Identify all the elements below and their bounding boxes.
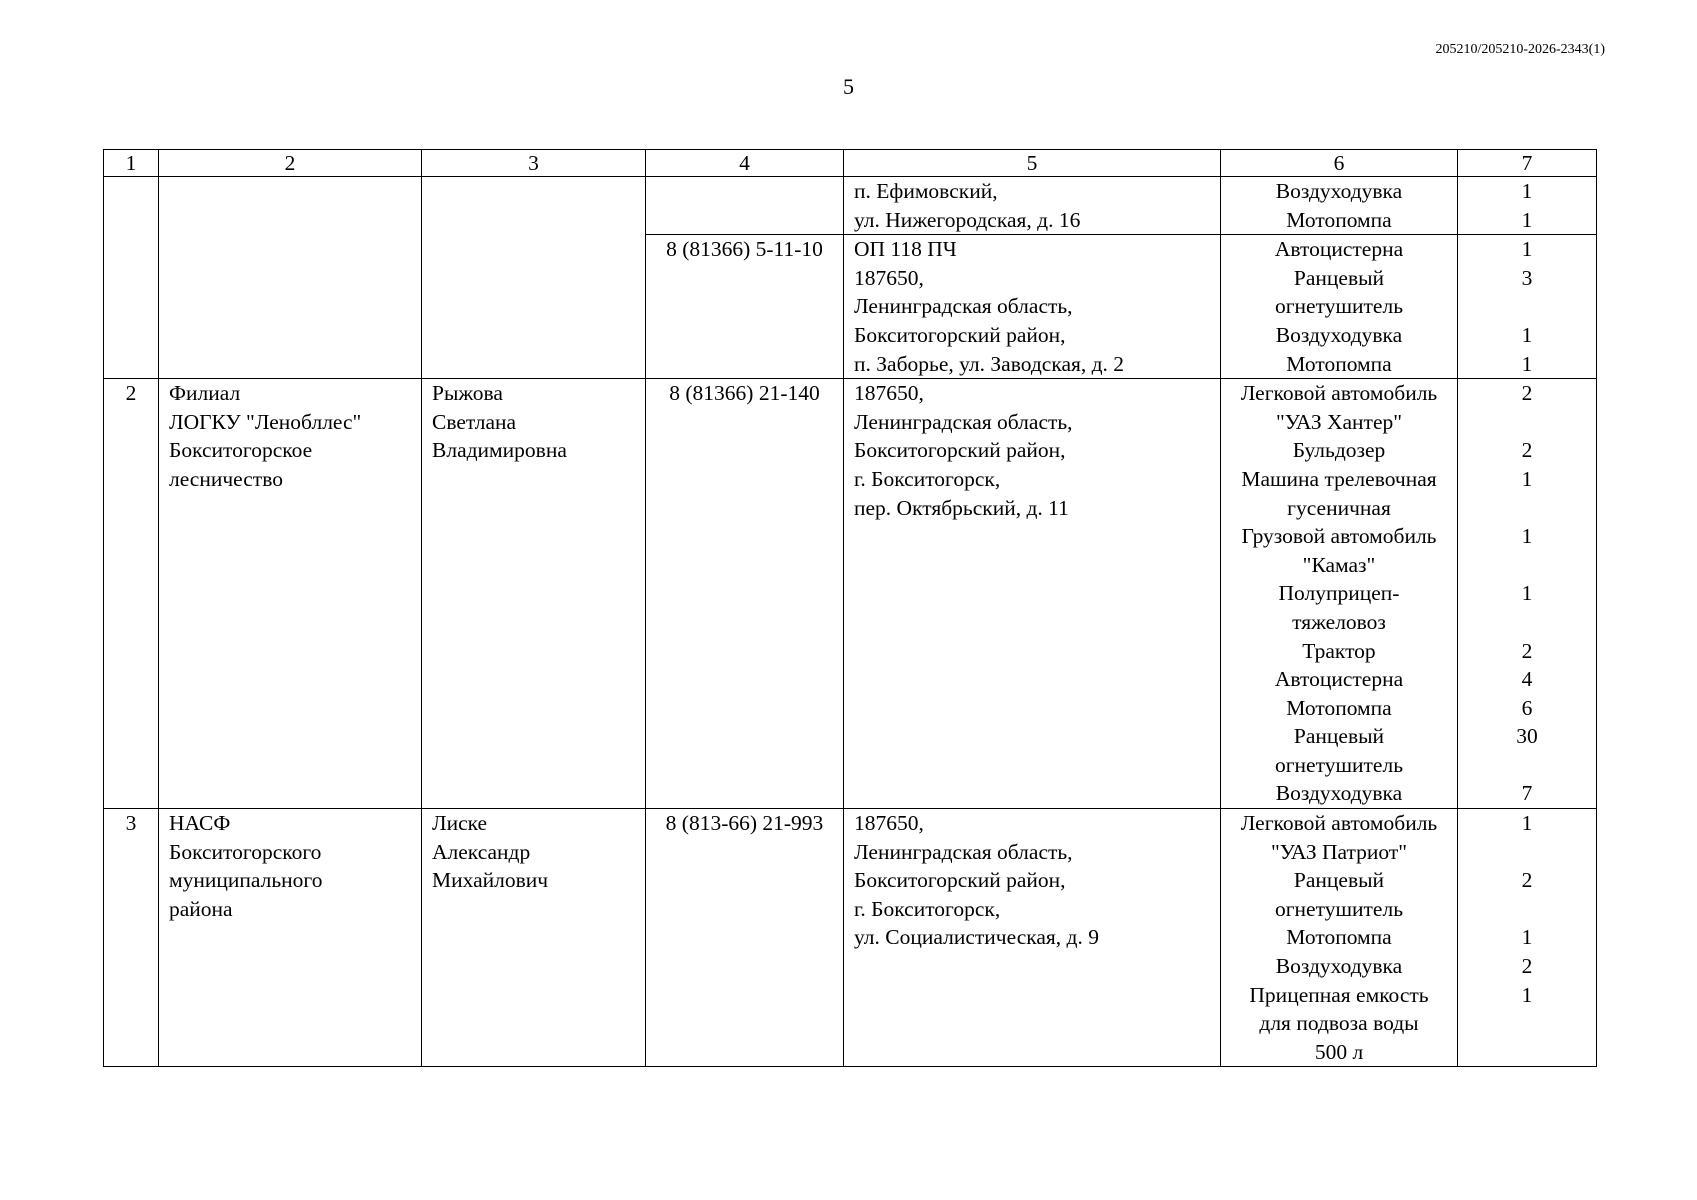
quantity-value: 1 — [1521, 581, 1533, 606]
col-header-7: 7 — [1458, 150, 1597, 177]
person-line: Александр — [432, 839, 531, 864]
quantity-value: 1 — [1521, 179, 1533, 203]
address-line: п. Заборье, ул. Заводская, д. 2 — [854, 351, 1125, 376]
quantity-value: 1 — [1521, 322, 1533, 347]
equipment-line: тяжеловоз — [1292, 609, 1386, 634]
cell-quantity — [1458, 235, 1597, 379]
address-line: 187650, — [854, 265, 924, 290]
cell-phone: 8 (813-66) 21-993 — [646, 809, 844, 1067]
equipment-line: Полуприцеп- — [1278, 581, 1400, 606]
equipment-line: Машина трелевочная — [1241, 466, 1437, 491]
quantity-value: 1 — [1521, 466, 1533, 491]
address-line: ул. Социалистическая, д. 9 — [854, 925, 1099, 950]
equipment-line: Воздуходувка — [1275, 179, 1403, 203]
quantity-value: 6 — [1521, 695, 1533, 720]
cell-org — [159, 809, 422, 1067]
cell-phone: 8 (81366) 21-140 — [646, 379, 844, 809]
equipment-line: Воздуходувка — [1275, 781, 1403, 806]
address-line: 187650, — [854, 811, 924, 836]
cell-quantity — [1458, 809, 1597, 1067]
quantity-value: 2 — [1521, 954, 1533, 979]
quantity-value: 1 — [1521, 351, 1533, 376]
cell-address — [844, 235, 1221, 379]
cell-address — [844, 379, 1221, 809]
equipment-line: "Камаз" — [1302, 552, 1376, 577]
page-number: 5 — [843, 74, 854, 99]
quantity-value: 30 — [1516, 724, 1538, 749]
person-line: Владимировна — [432, 438, 567, 463]
quantity-value — [1458, 494, 1596, 523]
equipment-line: Воздуходувка — [1275, 322, 1403, 347]
quantity-value — [1458, 608, 1596, 637]
equipment-line: Воздуходувка — [1275, 954, 1403, 979]
col-header-2: 2 — [159, 150, 422, 177]
person-line: Рыжова — [432, 381, 503, 406]
cell-phone — [646, 177, 844, 235]
address-line: г. Бокситогорск, — [854, 896, 1001, 921]
person-line: Лиске — [432, 811, 488, 836]
equipment-line: "УАЗ Хантер" — [1275, 409, 1403, 434]
equipment-line: Ранцевый — [1293, 265, 1385, 290]
cell-num: 3 — [104, 809, 159, 1067]
cell-person — [422, 177, 646, 379]
address-line: Ленинградская область, — [854, 294, 1073, 319]
equipment-line: Легковой автомобиль — [1240, 381, 1438, 406]
quantity-value: 1 — [1521, 925, 1533, 950]
cell-num — [104, 177, 159, 379]
cell-equipment — [1221, 177, 1458, 235]
org-line: района — [169, 896, 233, 921]
cell-num: 2 — [104, 379, 159, 809]
table-row — [104, 809, 1597, 1067]
quantity-value: 7 — [1521, 781, 1533, 806]
equipment-line: "УАЗ Патриот" — [1270, 839, 1408, 864]
equipment-line: Трактор — [1302, 638, 1376, 663]
address-line: ОП 118 ПЧ — [854, 237, 957, 262]
equipment-line: огнетушитель — [1274, 752, 1403, 777]
person-line: Светлана — [432, 409, 517, 434]
cell-phone: 8 (81366) 5-11-10 — [646, 235, 844, 379]
equipment-line: огнетушитель — [1274, 896, 1403, 921]
equipment-line: Автоцистерна — [1274, 237, 1404, 262]
equipment-line: Мотопомпа — [1286, 207, 1392, 232]
equipment-line: Бульдозер — [1292, 438, 1386, 463]
quantity-value — [1458, 292, 1596, 321]
org-line: ЛОГКУ "Ленобллес" — [169, 409, 362, 434]
quantity-value — [1458, 838, 1596, 867]
quantity-value: 2 — [1521, 638, 1533, 663]
org-line: НАСФ — [169, 811, 231, 836]
equipment-line: Прицепная емкость — [1249, 982, 1429, 1007]
equipment-line: для подвоза воды — [1259, 1011, 1419, 1036]
quantity-value: 1 — [1521, 524, 1533, 549]
address-line: Ленинградская область, — [854, 839, 1073, 864]
cell-equipment — [1221, 235, 1458, 379]
equipment-line: 500 л — [1314, 1039, 1364, 1064]
quantity-value: 1 — [1521, 207, 1533, 232]
col-header-6: 6 — [1221, 150, 1458, 177]
quantity-value: 2 — [1521, 381, 1533, 406]
org-line: Бокситогорское — [169, 438, 313, 463]
quantity-value — [1458, 551, 1596, 580]
equipment-line: Мотопомпа — [1286, 925, 1392, 950]
col-header-4: 4 — [646, 150, 844, 177]
cell-equipment — [1221, 809, 1458, 1067]
address-line: Бокситогорский район, — [854, 438, 1066, 463]
equipment-line: Мотопомпа — [1286, 351, 1392, 376]
org-line: лесничество — [169, 466, 283, 491]
address-line: п. Ефимовский, — [854, 179, 998, 203]
org-line: Филиал — [169, 381, 241, 406]
address-line: Ленинградская область, — [854, 409, 1073, 434]
equipment-line: Легковой автомобиль — [1240, 811, 1438, 836]
cell-org — [159, 379, 422, 809]
col-header-1: 1 — [104, 150, 159, 177]
cell-quantity — [1458, 379, 1597, 809]
address-line: ул. Нижегородская, д. 16 — [854, 207, 1081, 232]
table-row — [104, 379, 1597, 809]
equipment-line: гусеничная — [1287, 495, 1391, 520]
equipment-line: Ранцевый — [1293, 868, 1385, 893]
equipment-line: огнетушитель — [1274, 294, 1403, 319]
org-line: Бокситогорского — [169, 839, 322, 864]
equipment-line: Грузовой автомобиль — [1241, 524, 1437, 549]
person-line: Михайлович — [432, 868, 549, 893]
col-header-3: 3 — [422, 150, 646, 177]
quantity-value — [1458, 895, 1596, 924]
quantity-value: 2 — [1521, 868, 1533, 893]
cell-org — [159, 177, 422, 379]
quantity-value: 1 — [1521, 237, 1533, 262]
equipment-line: Автоцистерна — [1274, 667, 1404, 692]
table-row — [104, 177, 1597, 235]
cell-address — [844, 809, 1221, 1067]
col-header-5: 5 — [844, 150, 1221, 177]
cell-quantity — [1458, 177, 1597, 235]
quantity-value — [1458, 751, 1596, 780]
quantity-value: 1 — [1521, 982, 1533, 1007]
cell-person — [422, 809, 646, 1067]
header-row — [104, 150, 1597, 177]
quantity-value: 2 — [1521, 438, 1533, 463]
equipment-line: Ранцевый — [1293, 724, 1385, 749]
quantity-value: 1 — [1521, 811, 1533, 836]
quantity-value — [1458, 408, 1596, 437]
address-line: пер. Октябрьский, д. 11 — [854, 495, 1069, 520]
equipment-line: Мотопомпа — [1286, 695, 1392, 720]
document-id: 205210/205210-2026-2343(1) — [1435, 42, 1605, 57]
cell-equipment — [1221, 379, 1458, 809]
quantity-value: 3 — [1521, 265, 1533, 290]
cell-address — [844, 177, 1221, 235]
address-line: Бокситогорский район, — [854, 868, 1066, 893]
resources-table — [103, 149, 1597, 1067]
address-line: Бокситогорский район, — [854, 322, 1066, 347]
address-line: г. Бокситогорск, — [854, 466, 1001, 491]
org-line: муниципального — [169, 868, 323, 893]
quantity-value: 4 — [1521, 667, 1533, 692]
address-line: 187650, — [854, 381, 924, 406]
cell-person — [422, 379, 646, 809]
